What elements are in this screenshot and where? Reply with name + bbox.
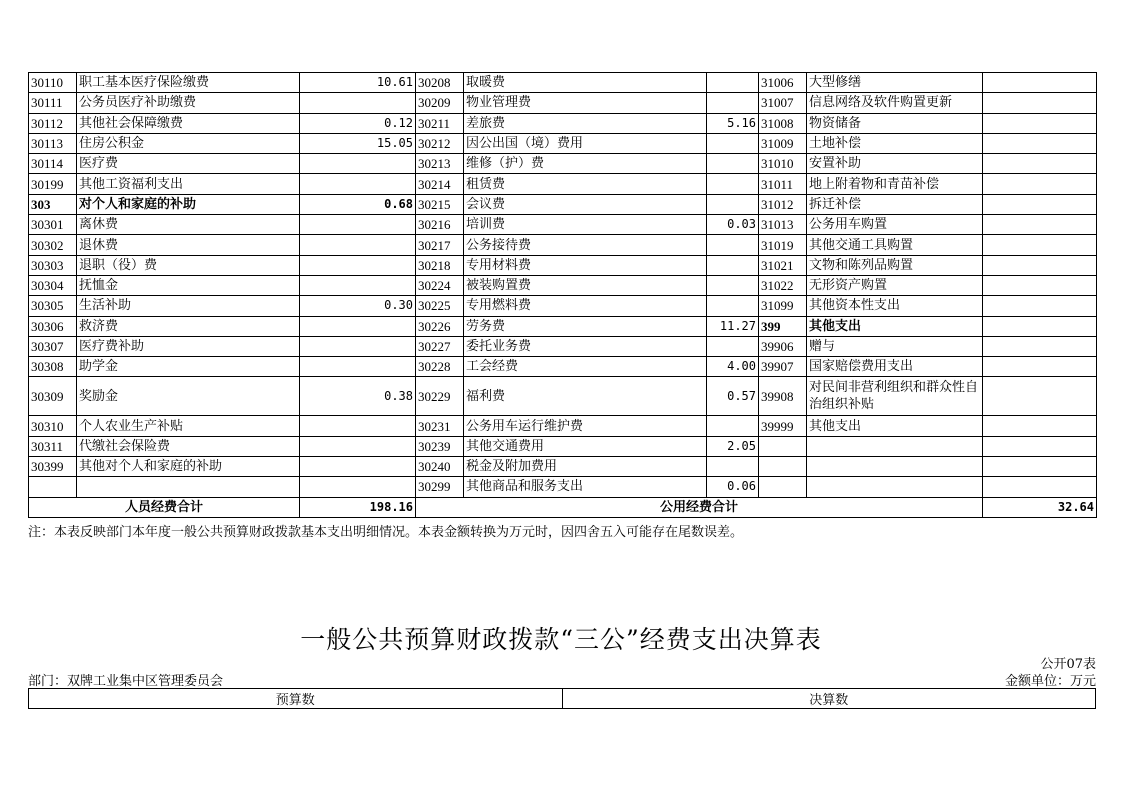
item-name-cell [807, 477, 983, 497]
economic-code-cell: 30199 [29, 174, 77, 194]
item-name-cell [807, 457, 983, 477]
economic-code-cell: 30217 [416, 235, 464, 255]
amount-cell [300, 457, 416, 477]
item-name-cell: 租赁费 [464, 174, 707, 194]
item-name-cell: 对个人和家庭的补助 [77, 194, 300, 214]
form-number: 公开07表 [1040, 657, 1096, 672]
amount-cell [983, 73, 1097, 93]
item-name-cell: 赠与 [807, 336, 983, 356]
economic-code-cell: 30304 [29, 275, 77, 295]
item-name-cell: 其他支出 [807, 316, 983, 336]
table-row [29, 357, 1097, 377]
amount-cell [707, 275, 759, 295]
item-name-cell: 其他对个人和家庭的补助 [77, 457, 300, 477]
economic-code-cell: 30208 [416, 73, 464, 93]
economic-code-cell: 30214 [416, 174, 464, 194]
economic-code-cell: 39907 [759, 357, 807, 377]
economic-code-cell: 39906 [759, 336, 807, 356]
item-name-cell: 大型修缮 [807, 73, 983, 93]
table-row [29, 93, 1097, 113]
amount-cell [983, 296, 1097, 316]
amount-cell: 5.16 [707, 113, 759, 133]
item-name-cell: 工会经费 [464, 357, 707, 377]
item-name-cell: 安置补助 [807, 154, 983, 174]
amount-cell [707, 235, 759, 255]
item-name-cell: 个人农业生产补贴 [77, 416, 300, 436]
item-name-cell: 退休费 [77, 235, 300, 255]
item-name-cell: 其他支出 [807, 416, 983, 436]
amount-cell [983, 93, 1097, 113]
economic-code-cell: 30112 [29, 113, 77, 133]
economic-code-cell: 31013 [759, 215, 807, 235]
amount-cell [983, 215, 1097, 235]
amount-cell [707, 296, 759, 316]
economic-code-cell: 31011 [759, 174, 807, 194]
economic-code-cell: 30227 [416, 336, 464, 356]
amount-cell [983, 174, 1097, 194]
item-name-cell: 被装购置费 [464, 275, 707, 295]
actual-column-header: 决算数 [562, 689, 1096, 709]
economic-code-cell: 303 [29, 194, 77, 214]
amount-cell [300, 235, 416, 255]
table-row [29, 235, 1097, 255]
item-name-cell: 物资储备 [807, 113, 983, 133]
table-row [29, 215, 1097, 235]
item-name-cell: 其他商品和服务支出 [464, 477, 707, 497]
amount-cell [983, 436, 1097, 456]
table-row [29, 477, 1097, 497]
item-name-cell: 奖励金 [77, 377, 300, 416]
item-name-cell: 离休费 [77, 215, 300, 235]
item-name-cell: 文物和陈列品购置 [807, 255, 983, 275]
table-row [29, 255, 1097, 275]
economic-code-cell: 30301 [29, 215, 77, 235]
economic-code-cell: 30228 [416, 357, 464, 377]
amount-cell: 0.03 [707, 215, 759, 235]
item-name-cell: 培训费 [464, 215, 707, 235]
economic-code-cell [29, 477, 77, 497]
item-name-cell: 其他资本性支出 [807, 296, 983, 316]
economic-code-cell: 31007 [759, 93, 807, 113]
economic-code-cell: 30211 [416, 113, 464, 133]
economic-code-cell: 31008 [759, 113, 807, 133]
amount-cell: 0.06 [707, 477, 759, 497]
amount-cell [707, 194, 759, 214]
economic-code-cell: 31019 [759, 235, 807, 255]
item-name-cell: 公务用车运行维护费 [464, 416, 707, 436]
amount-cell: 15.05 [300, 133, 416, 153]
economic-code-cell: 30111 [29, 93, 77, 113]
amount-cell [983, 113, 1097, 133]
personnel-total-value: 198.16 [300, 497, 416, 517]
table-row [29, 377, 1097, 416]
economic-code-cell [759, 477, 807, 497]
economic-code-cell: 30305 [29, 296, 77, 316]
economic-code-cell: 31012 [759, 194, 807, 214]
item-name-cell: 其他社会保障缴费 [77, 113, 300, 133]
economic-code-cell: 30299 [416, 477, 464, 497]
amount-cell [707, 336, 759, 356]
amount-cell [707, 457, 759, 477]
amount-cell [300, 436, 416, 456]
amount-cell [983, 477, 1097, 497]
amount-cell [983, 457, 1097, 477]
economic-code-cell [759, 457, 807, 477]
three-public-expense-table [28, 688, 1096, 709]
item-name-cell: 救济费 [77, 316, 300, 336]
amount-cell [300, 93, 416, 113]
totals-row [29, 497, 1097, 517]
item-name-cell: 公务用车购置 [807, 215, 983, 235]
amount-cell [300, 275, 416, 295]
amount-cell [300, 255, 416, 275]
item-name-cell: 抚恤金 [77, 275, 300, 295]
economic-code-cell: 30310 [29, 416, 77, 436]
amount-cell [983, 336, 1097, 356]
item-name-cell [77, 477, 300, 497]
section-title: 一般公共预算财政拨款“三公”经费支出决算表 [300, 625, 822, 654]
economic-code-cell: 39908 [759, 377, 807, 416]
economic-code-cell: 30225 [416, 296, 464, 316]
economic-code-cell: 399 [759, 316, 807, 336]
table-row [29, 73, 1097, 93]
item-name-cell: 会议费 [464, 194, 707, 214]
amount-cell [707, 73, 759, 93]
economic-code-cell: 30224 [416, 275, 464, 295]
public-total-value: 32.64 [983, 497, 1097, 517]
budget-column-header: 预算数 [29, 689, 563, 709]
amount-unit: 金额单位：万元 [1004, 674, 1096, 689]
economic-code-cell: 30240 [416, 457, 464, 477]
table-row [29, 133, 1097, 153]
economic-code-cell: 30308 [29, 357, 77, 377]
economic-code-cell: 30306 [29, 316, 77, 336]
economic-code-cell: 30213 [416, 154, 464, 174]
item-name-cell: 其他交通费用 [464, 436, 707, 456]
economic-code-cell: 30113 [29, 133, 77, 153]
amount-cell [707, 416, 759, 436]
economic-code-cell: 30399 [29, 457, 77, 477]
item-name-cell: 劳务费 [464, 316, 707, 336]
economic-code-cell: 30209 [416, 93, 464, 113]
amount-cell: 2.05 [707, 436, 759, 456]
economic-code-cell: 30303 [29, 255, 77, 275]
table-row [29, 316, 1097, 336]
amount-cell [300, 336, 416, 356]
table-row [29, 296, 1097, 316]
amount-cell: 0.68 [300, 194, 416, 214]
economic-code-cell: 30218 [416, 255, 464, 275]
public-total-label: 公用经费合计 [416, 497, 983, 517]
table-note: 注：本表反映部门本年度一般公共预算财政拨款基本支出明细情况。本表金额转换为万元时，因四舍五入可能存在尾数误差。 [28, 525, 744, 540]
amount-cell [300, 215, 416, 235]
item-name-cell: 代缴社会保险费 [77, 436, 300, 456]
economic-code-cell: 39999 [759, 416, 807, 436]
amount-cell [983, 377, 1097, 416]
table-row [29, 154, 1097, 174]
economic-code-cell: 30231 [416, 416, 464, 436]
item-name-cell: 拆迁补偿 [807, 194, 983, 214]
economic-code-cell: 30114 [29, 154, 77, 174]
economic-code-cell: 30311 [29, 436, 77, 456]
amount-cell: 10.61 [300, 73, 416, 93]
item-name-cell: 专用燃料费 [464, 296, 707, 316]
item-name-cell: 国家赔偿费用支出 [807, 357, 983, 377]
department-label: 部门：双牌工业集中区管理委员会 [28, 674, 224, 689]
economic-code-cell: 30309 [29, 377, 77, 416]
economic-code-cell: 31009 [759, 133, 807, 153]
economic-code-cell: 31021 [759, 255, 807, 275]
item-name-cell: 无形资产购置 [807, 275, 983, 295]
item-name-cell: 取暖费 [464, 73, 707, 93]
table-row [29, 275, 1097, 295]
amount-cell [983, 194, 1097, 214]
item-name-cell: 税金及附加费用 [464, 457, 707, 477]
amount-cell [983, 416, 1097, 436]
table-row [29, 336, 1097, 356]
expenditure-detail-table [28, 72, 1097, 518]
item-name-cell: 维修（护）费 [464, 154, 707, 174]
amount-cell: 0.12 [300, 113, 416, 133]
item-name-cell: 福利费 [464, 377, 707, 416]
economic-code-cell: 30226 [416, 316, 464, 336]
item-name-cell: 其他交通工具购置 [807, 235, 983, 255]
item-name-cell: 专用材料费 [464, 255, 707, 275]
economic-code-cell: 30302 [29, 235, 77, 255]
economic-code-cell: 31006 [759, 73, 807, 93]
item-name-cell: 差旅费 [464, 113, 707, 133]
item-name-cell: 助学金 [77, 357, 300, 377]
economic-code-cell: 31099 [759, 296, 807, 316]
amount-cell [300, 316, 416, 336]
economic-code-cell: 30307 [29, 336, 77, 356]
amount-cell: 11.27 [707, 316, 759, 336]
item-name-cell: 地上附着物和青苗补偿 [807, 174, 983, 194]
amount-cell [707, 154, 759, 174]
amount-cell [983, 154, 1097, 174]
amount-cell: 4.00 [707, 357, 759, 377]
table-row [29, 113, 1097, 133]
item-name-cell: 对民间非营利组织和群众性自治组织补贴 [807, 377, 983, 416]
item-name-cell: 公务接待费 [464, 235, 707, 255]
economic-code-cell: 30110 [29, 73, 77, 93]
economic-code-cell: 31010 [759, 154, 807, 174]
amount-cell: 0.38 [300, 377, 416, 416]
amount-cell [707, 133, 759, 153]
economic-code-cell [759, 436, 807, 456]
item-name-cell: 退职（役）费 [77, 255, 300, 275]
table-row [29, 174, 1097, 194]
item-name-cell: 医疗费补助 [77, 336, 300, 356]
economic-code-cell: 30239 [416, 436, 464, 456]
amount-cell [983, 357, 1097, 377]
table-row [29, 416, 1097, 436]
amount-cell [983, 133, 1097, 153]
amount-cell [983, 316, 1097, 336]
item-name-cell [807, 436, 983, 456]
economic-code-cell: 30212 [416, 133, 464, 153]
amount-cell [300, 357, 416, 377]
amount-cell: 0.57 [707, 377, 759, 416]
amount-cell [983, 255, 1097, 275]
amount-cell: 0.30 [300, 296, 416, 316]
item-name-cell: 职工基本医疗保险缴费 [77, 73, 300, 93]
amount-cell [300, 154, 416, 174]
amount-cell [707, 255, 759, 275]
table-row [29, 436, 1097, 456]
amount-cell [300, 174, 416, 194]
economic-code-cell: 30229 [416, 377, 464, 416]
amount-cell [707, 174, 759, 194]
amount-cell [707, 93, 759, 113]
item-name-cell: 信息网络及软件购置更新 [807, 93, 983, 113]
economic-code-cell: 31022 [759, 275, 807, 295]
economic-code-cell: 30216 [416, 215, 464, 235]
item-name-cell: 土地补偿 [807, 133, 983, 153]
item-name-cell: 其他工资福利支出 [77, 174, 300, 194]
item-name-cell: 委托业务费 [464, 336, 707, 356]
item-name-cell: 公务员医疗补助缴费 [77, 93, 300, 113]
amount-cell [300, 477, 416, 497]
economic-code-cell: 30215 [416, 194, 464, 214]
header-row [29, 689, 1096, 709]
table-row [29, 457, 1097, 477]
item-name-cell: 医疗费 [77, 154, 300, 174]
amount-cell [983, 235, 1097, 255]
item-name-cell: 物业管理费 [464, 93, 707, 113]
personnel-total-label: 人员经费合计 [29, 497, 300, 517]
amount-cell [983, 275, 1097, 295]
item-name-cell: 生活补助 [77, 296, 300, 316]
item-name-cell: 因公出国（境）费用 [464, 133, 707, 153]
amount-cell [300, 416, 416, 436]
table-row [29, 194, 1097, 214]
item-name-cell: 住房公积金 [77, 133, 300, 153]
